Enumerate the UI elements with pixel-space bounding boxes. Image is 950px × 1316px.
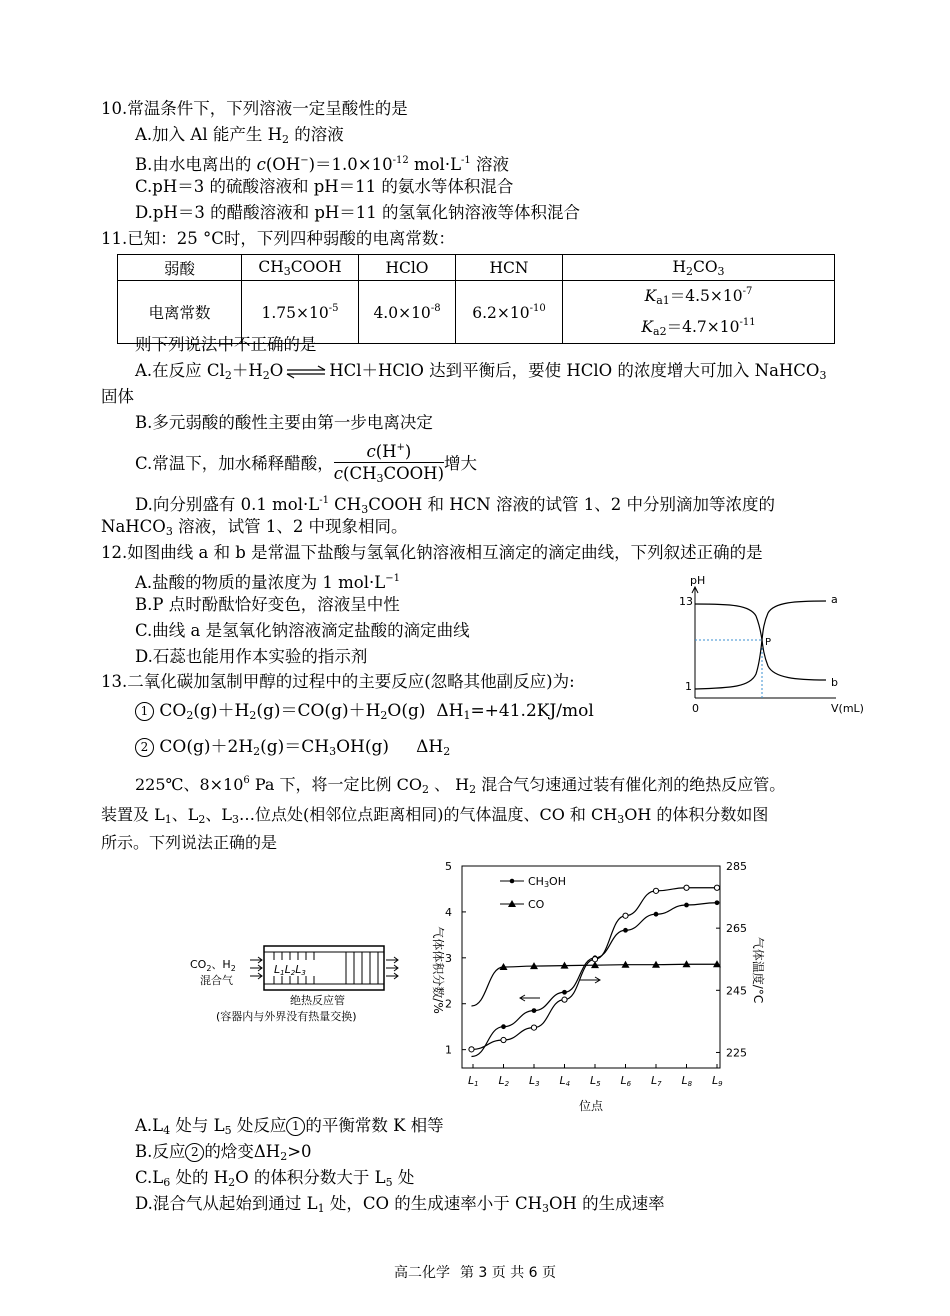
q10-option-b: B.由水电离出的 $c(OH^-)=1.0\times 10^{-12}$ $mol\cdot L^{-1}$ 溶液 [135, 155, 510, 174]
x-tick-label: L7 [651, 1074, 662, 1088]
q13-option-b: B.反应 2 的焓变$\Delta H_2>0$ [135, 1142, 312, 1163]
right-axis-arrow-icon [580, 977, 600, 983]
x-tick-label: L5 [590, 1074, 601, 1088]
x-tick-label: L6 [620, 1074, 632, 1088]
q13-option-c: $C.L_6$ 处的 $H_2O$ 的体积分数大于 $L_5$ 处 [135, 1168, 415, 1189]
q12-option-d: D.石蕊也能用作本实验的指示剂 [135, 647, 368, 666]
table-cell-ch3cooh: $1.75\times 10^{-5}$ [242, 281, 359, 344]
point-CH3OH [562, 990, 567, 995]
q11-option-a-cont: 固体 [101, 387, 134, 406]
q11-option-a: A.在反应 $Cl_2+H_2O$ HCl＋HClO 达到平衡后，要使 HClO 的浓度增大可加入 NaHCO$_3$ [135, 361, 827, 382]
titration-y-bottom: 1 [685, 680, 692, 693]
y-left-tick-label: 5 [445, 860, 452, 873]
q12-option-b: B.P 点时酚酞恰好变色，溶液呈中性 [135, 595, 400, 614]
curve-b-label: b [831, 676, 838, 689]
q12-stem: 12.如图曲线 a 和 b 是常温下盐酸与氢氧化钠溶液相互滴定的滴定曲线，下列叙述正确的是 [101, 543, 763, 562]
point-p-label: P [765, 637, 772, 648]
page-footer [0, 1262, 950, 1282]
feed-gas-label-2: 混合气 [200, 974, 233, 987]
point-CH3OH [715, 900, 720, 905]
q12-option-c: C.曲线 a 是氢氧化钠溶液滴定盐酸的滴定曲线 [135, 621, 470, 640]
table-header-hcn: HCN [456, 255, 563, 281]
titration-origin: 0 [692, 702, 699, 715]
reactor-diagram [186, 938, 406, 1028]
equilibrium-arrow-icon [285, 365, 327, 379]
chart-xlabel: 位点 [578, 1099, 604, 1113]
series-line-CO [471, 964, 717, 1006]
point-温度 [469, 1047, 474, 1052]
point-温度 [684, 885, 689, 890]
table-header-h2co3: $H_2CO_3$ [563, 255, 835, 281]
chart-ylabel-right: 气体温度/°C [751, 936, 765, 1004]
reactor-arrows-out [386, 957, 398, 979]
chart-ylabel-left: 气体体积分数/% [431, 926, 445, 1014]
footer-page: 第 3 页 共 6 页 [459, 1265, 557, 1281]
y-right-tick-label: 265 [726, 922, 747, 936]
x-tick-label: L1 [468, 1074, 479, 1088]
ionization-constant-table [117, 254, 835, 344]
site-labels: L1L2L3 [274, 963, 306, 977]
q11-stem: 11.已知：25 °C时，下列四种弱酸的电离常数： [101, 229, 455, 248]
reaction-2: 2 $CO(g)+2H_2(g)=CH_3OH(g)$ $\Delta H_2$ [135, 736, 450, 763]
table-header-acid: 弱酸 [118, 255, 242, 281]
reaction-1: 1 $CO_2(g)+H_2(g)=CO(g)+H_2O(g)$ $\Delta H_1=+41.2KJ$/mol [135, 700, 594, 727]
curve-a-label: a [831, 593, 838, 606]
q13-stem: 13.二氧化碳加氢制甲醇的过程中的主要反应(忽略其他副反应)为: [101, 672, 575, 691]
point-温度 [653, 888, 658, 893]
q12-option-a: A.盐酸的物质的量浓度为 1 $mol\cdot L^{-1}$ [135, 573, 400, 592]
point-CH3OH [623, 928, 628, 933]
composition-temperature-chart [420, 850, 780, 1118]
concentration-ratio: $\frac{c(H^+)}{c(CH_3COOH)}$ [334, 438, 444, 490]
footer-subject: 高二化学 [393, 1265, 450, 1281]
point-CH3OH [684, 903, 689, 908]
reactor-title: 绝热反应管 [290, 994, 345, 1007]
q10-stem: 10.常温条件下，下列溶液一定呈酸性的是 [101, 99, 408, 118]
x-tick-label: L9 [712, 1074, 723, 1088]
legend-co-label: CO [528, 898, 545, 911]
x-tick-label: L3 [529, 1074, 540, 1088]
q13-condition-2: 装置及 $L_1$、$L_2$、$L_3\dots$位点处(相邻位点距离相同)的气体温度、CO 和 $CH_3OH$ 的体积分数如图 [101, 805, 769, 826]
x-tick-label: L8 [681, 1074, 693, 1088]
q10-option-a: A.加入 Al 能产生 $H_2$ 的溶液 [135, 125, 344, 146]
x-tick-label: L4 [559, 1074, 571, 1088]
q13-condition: 225℃、$8\times 10^6$ Pa 下，将一定比例 $CO_2$ 、 $H_2$ 混合气匀速通过装有催化剂的绝热反应管。 [135, 775, 786, 796]
left-axis-arrow-icon [520, 995, 540, 1001]
titration-graph [676, 574, 870, 720]
table-header-hclo: HClO [359, 255, 456, 281]
point-CH3OH [654, 912, 659, 917]
y-right-tick-label: 285 [726, 860, 747, 873]
q11-lead: 则下列说法中不正确的是 [135, 335, 317, 354]
y-right-tick-label: 245 [726, 984, 747, 998]
point-CH3OH [501, 1024, 506, 1029]
point-温度 [562, 997, 567, 1002]
legend-ch3oh-label: CH3OH [528, 875, 566, 889]
legend-ch3oh-marker [510, 879, 515, 884]
q10-option-d: D.pH＝3 的醋酸溶液和 pH＝11 的氢氧化钠溶液等体积混合 [135, 203, 581, 222]
point-温度 [714, 885, 719, 890]
y-right-tick-label: 225 [726, 1046, 747, 1060]
y-left-tick-label: 1 [445, 1043, 452, 1057]
y-left-tick-label: 2 [445, 997, 452, 1011]
table-row-label: 电离常数 [118, 281, 242, 344]
table-header-ch3cooh: $CH_3COOH$ [242, 255, 359, 281]
q11-option-c: C.常温下，加水稀释醋酸， $\frac{c(H^+)}{c(CH_3COOH)}$ 增大 [135, 438, 477, 490]
q11-option-d: D.向分别盛有 0.1 $mol\cdot L^{-1}$ $CH_3COOH$ 和 HCN 溶液的试管 1、2 中分别滴加等浓度的 [135, 495, 775, 516]
titration-ylabel: pH [690, 574, 706, 587]
table-cell-hclo: $4.0\times 10^{-8}$ [359, 281, 456, 344]
feed-gas-label: $CO_2$、$H_2$ [190, 958, 236, 973]
titration-curve-a [695, 601, 826, 689]
point-温度 [501, 1037, 506, 1042]
q11-option-b: B.多元弱酸的酸性主要由第一步电离决定 [135, 413, 433, 432]
reactor-arrows-in [250, 957, 262, 979]
point-CH3OH [532, 1008, 537, 1013]
q13-option-d: D.混合气从起始到通过 $L_1$ 处，CO 的生成速率小于 $CH_3OH$ 的生成速率 [135, 1194, 665, 1215]
y-left-tick-label: 4 [445, 905, 452, 919]
point-温度 [623, 913, 628, 918]
x-tick-label: L2 [498, 1074, 510, 1088]
titration-xlabel: V(mL) [831, 702, 864, 715]
table-cell-hcn: $6.2\times 10^{-10}$ [456, 281, 563, 344]
y-left-tick-label: 3 [445, 951, 452, 965]
titration-y-top: 13 [679, 595, 693, 608]
series-line-温度 [471, 888, 717, 1050]
q10-option-c: C.pH＝3 的硫酸溶液和 pH＝11 的氨水等体积混合 [135, 177, 514, 196]
q13-option-a: $A.L_4$ 处与 $L_5$ 处反应 1 的平衡常数 K 相等 [135, 1116, 444, 1137]
titration-curve-b [695, 604, 826, 680]
reactor-note: (容器内与外界没有热量交换) [216, 1010, 357, 1023]
q11-option-d-cont: NaHCO$_3$ 溶液，试管 1、2 中现象相同。 [101, 517, 408, 538]
point-温度 [592, 957, 597, 962]
q13-condition-3: 所示。下列说法正确的是 [101, 833, 278, 852]
point-温度 [531, 1025, 536, 1030]
table-cell-h2co3: $K_{a1}=4.5\times 10^{-7}$ $K_{a2}=4.7\times 10^{-11}$ [563, 281, 835, 344]
